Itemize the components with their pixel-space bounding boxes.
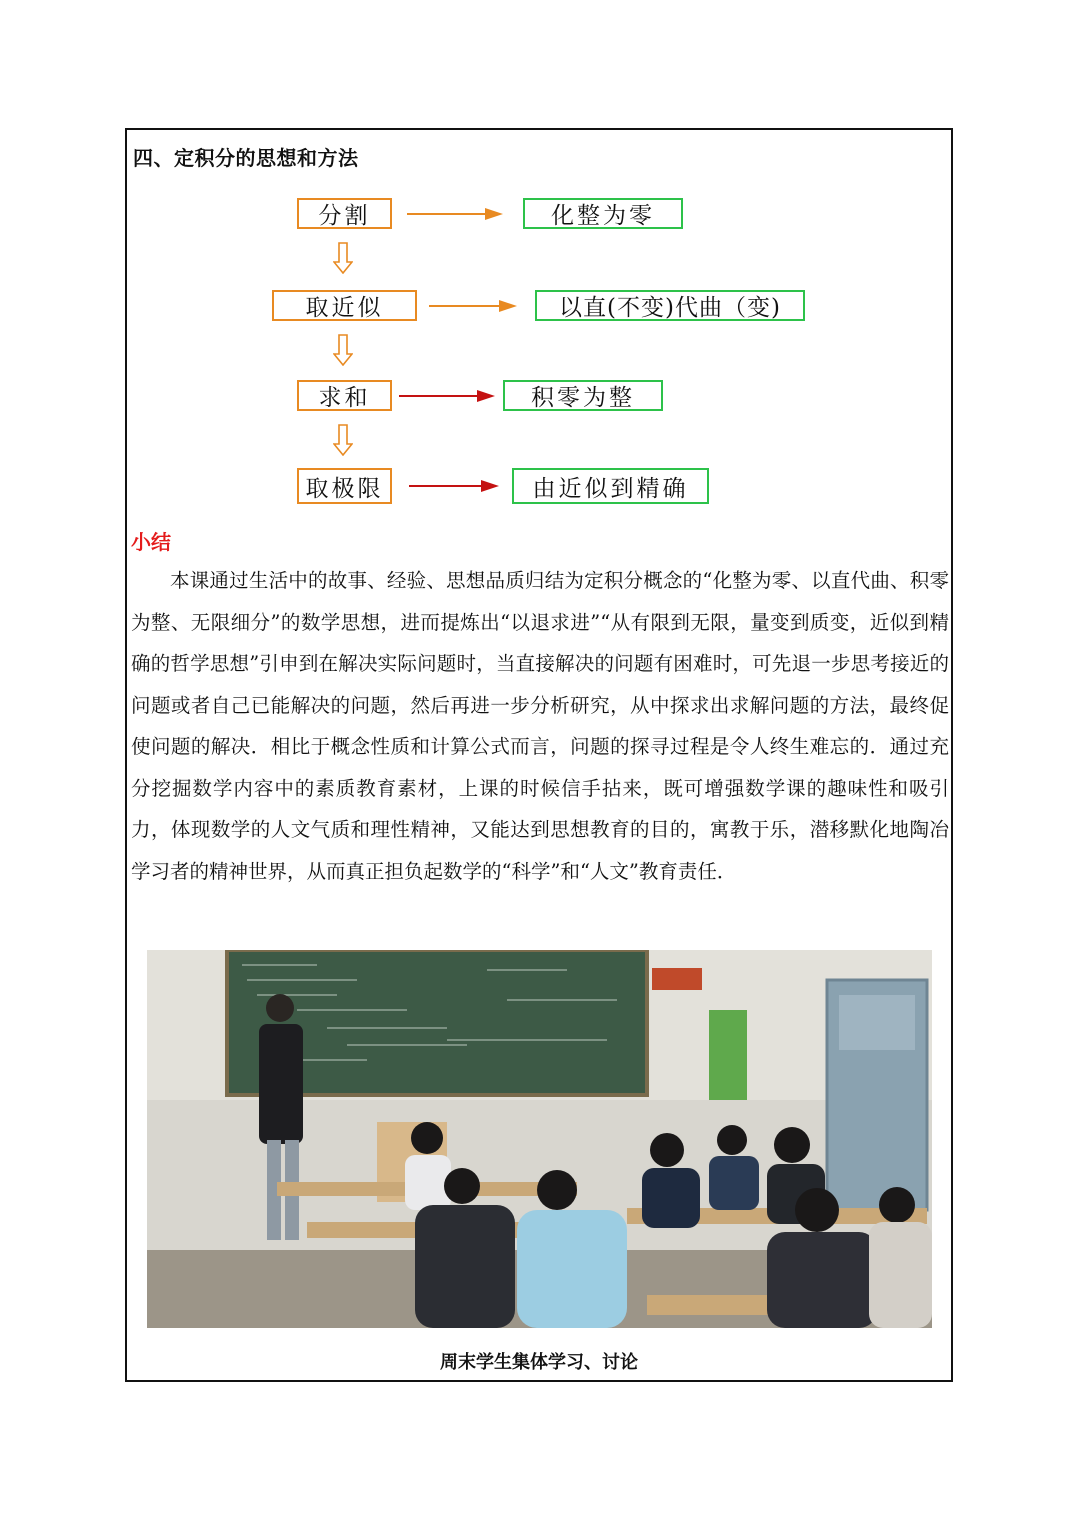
flow-result-limit: 由近似到精确 <box>512 468 709 504</box>
flow-step-sum: 求和 <box>297 380 392 411</box>
flow-arrow-4 <box>409 480 499 492</box>
summary-body: 本课通过生活中的故事、经验、思想品质归结为定积分概念的“化整为零、以直代曲、积零为整、无限细分”的数学思想，进而提炼出“以退求进”“从有限到无限，量变到质变，近似到精确的哲学思想”引申到在解决实际问题时，当直接解决的问题有困难时，可先退一步思考接近的问题或者自己已能解决的问题，然后再进一步分析研究，从中探求出求解问题的方法，最终促使问题的解决．相比于概念性质和计算公式而言，问题的探寻过程是令人终生难忘的．通过充分挖掘数学内容中的素质教育素材，上课的时候信手拈来，既可增强数学课的趣味性和吸引力，体现数学的人文气质和理性精神，又能达到思想教育的目的，寓教于乐，潜移默化地陶冶学习者的精神世界，从而真正担负起数学的“科学”和“人文”教育责任． <box>131 569 949 883</box>
flow-arrow-3 <box>399 390 495 402</box>
flow-down-arrow-3 <box>333 424 353 456</box>
section-title: 四、定积分的思想和方法 <box>133 146 359 170</box>
flow-step-limit: 取极限 <box>297 468 392 504</box>
summary-title: 小结 <box>131 530 171 554</box>
flow-result-sum: 积零为整 <box>503 380 663 411</box>
flow-arrow-2 <box>429 300 517 312</box>
flow-step-approx: 取近似 <box>272 290 417 321</box>
flow-down-arrow-1 <box>333 242 353 274</box>
flow-step-split: 分割 <box>297 198 392 229</box>
photo-caption: 周末学生集体学习、讨论 <box>440 1352 638 1373</box>
flow-arrow-1 <box>407 208 503 220</box>
classroom-photo <box>147 950 932 1328</box>
flow-result-approx: 以直(不变)代曲（变) <box>535 290 805 321</box>
flow-down-arrow-2 <box>333 334 353 366</box>
content-frame <box>125 128 953 1382</box>
flow-result-split: 化整为零 <box>523 198 683 229</box>
